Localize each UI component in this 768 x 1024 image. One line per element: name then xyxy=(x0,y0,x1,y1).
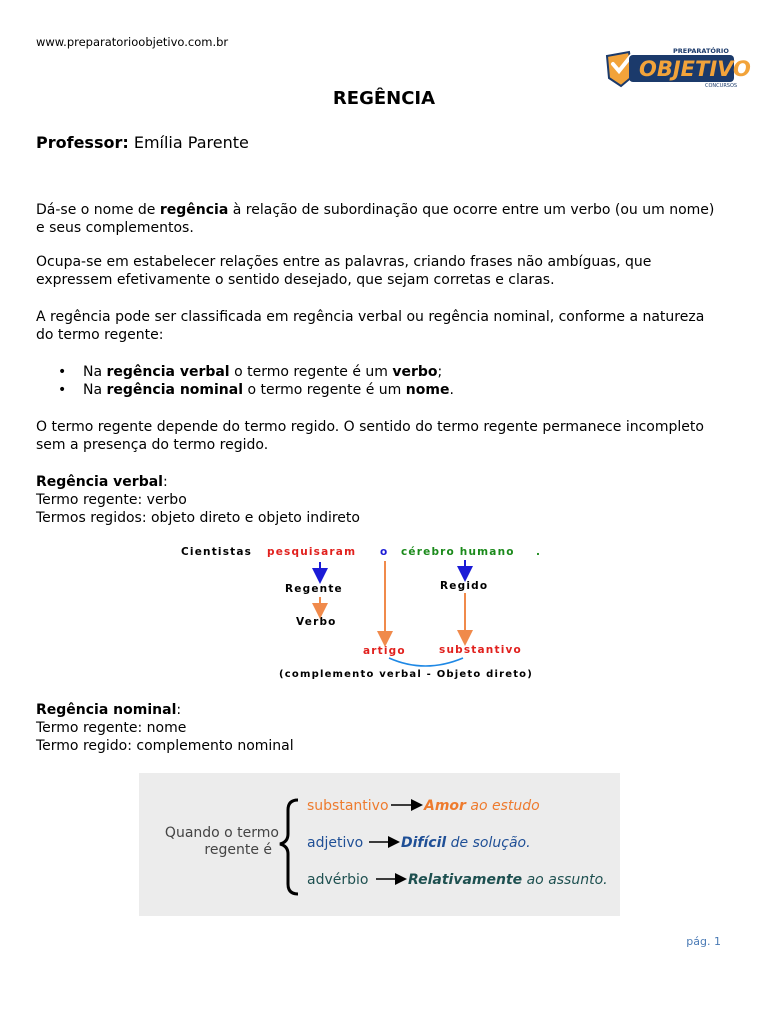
label-substantivo: substantivo xyxy=(439,644,522,656)
nominal-row-substantivo xyxy=(307,798,540,814)
objetivo-logo xyxy=(603,46,751,89)
regencia-verbal-diagram xyxy=(175,540,585,685)
nominal-line-1: Termo regente: nome xyxy=(36,720,187,736)
class-label: adjetivo xyxy=(307,835,364,851)
word-o: o xyxy=(380,546,389,558)
section-heading: Regência nominal xyxy=(36,702,177,718)
class-label: advérbio xyxy=(307,872,369,888)
professor-name: Emília Parente xyxy=(133,133,249,152)
regencia-nominal-section: Regência nominal: Termo regente: nome Termo regido: complemento nominal xyxy=(36,702,294,754)
nominal-row-adverbio xyxy=(307,872,608,888)
intro-paragraph-1: Dá-se o nome de regência à relação de subordinação que ocorre entre um verbo (ou um nome) e seus complementos. xyxy=(36,202,715,236)
period: . xyxy=(536,546,542,558)
nominal-row-adjetivo xyxy=(307,835,531,851)
intro-paragraph-2: Ocupa-se em estabelecer relações entre as palavras, criando frases não ambíguas, que expressem efetivamente o sentido desejado, que sejam corretas e claras. xyxy=(36,254,652,288)
example-text: Amor ao estudo xyxy=(424,798,540,814)
word-cerebro-humano: cérebro humano xyxy=(401,546,515,558)
regencia-types-list xyxy=(36,363,454,399)
paragraph-4: O termo regente depende do termo regido. O sentido do termo regente permanece incompleto sem a presença do termo regido. xyxy=(36,419,704,453)
professor-label: Professor: xyxy=(36,133,129,152)
logo-main-text: OBJETIVO xyxy=(639,57,751,81)
site-url[interactable]: www.preparatorioobjetivo.com.br xyxy=(36,35,229,49)
intro-paragraph-3: A regência pode ser classificada em regência verbal ou regência nominal, conforme a natureza do termo regente: xyxy=(36,309,705,343)
label-artigo: artigo xyxy=(363,645,406,657)
label-regente: Regente xyxy=(285,583,343,595)
intro-line-1: Quando o termo xyxy=(164,825,279,841)
connector-curve xyxy=(389,658,463,666)
regencia-verbal-section: Regência verbal: Termo regente: verbo Termos regidos: objeto direto e objeto indireto xyxy=(36,474,360,526)
section-heading: Regência verbal xyxy=(36,474,163,490)
list-item: • Na regência verbal o termo regente é um verbo; xyxy=(36,363,454,381)
logo-sub-text: CONCURSOS xyxy=(705,83,738,89)
regencia-nominal-diagram xyxy=(139,773,620,916)
verbal-line-2: Termos regidos: objeto direto e objeto indireto xyxy=(36,510,360,526)
professor-line xyxy=(36,133,249,152)
label-regido: Regido xyxy=(440,580,489,592)
nominal-line-2: Termo regido: complemento nominal xyxy=(36,738,294,754)
label-complemento: (complemento verbal - Objeto direto) xyxy=(279,669,534,680)
verbal-line-1: Termo regente: verbo xyxy=(36,492,187,508)
logo-top-text: PREPARATÓRIO xyxy=(673,47,729,55)
class-label: substantivo xyxy=(307,798,389,814)
page-title: REGÊNCIA xyxy=(332,88,436,109)
page-number: pág. 1 xyxy=(686,935,721,948)
intro-line-2: regente é xyxy=(204,842,272,858)
word-cientistas: Cientistas xyxy=(181,546,253,558)
example-text: Relativamente ao assunto. xyxy=(408,872,608,888)
word-pesquisaram: pesquisaram xyxy=(267,546,357,558)
brace-icon xyxy=(280,800,298,894)
list-item: • Na regência nominal o termo regente é um nome. xyxy=(36,381,454,399)
label-verbo: Verbo xyxy=(296,616,337,628)
example-text: Difícil de solução. xyxy=(401,835,531,851)
